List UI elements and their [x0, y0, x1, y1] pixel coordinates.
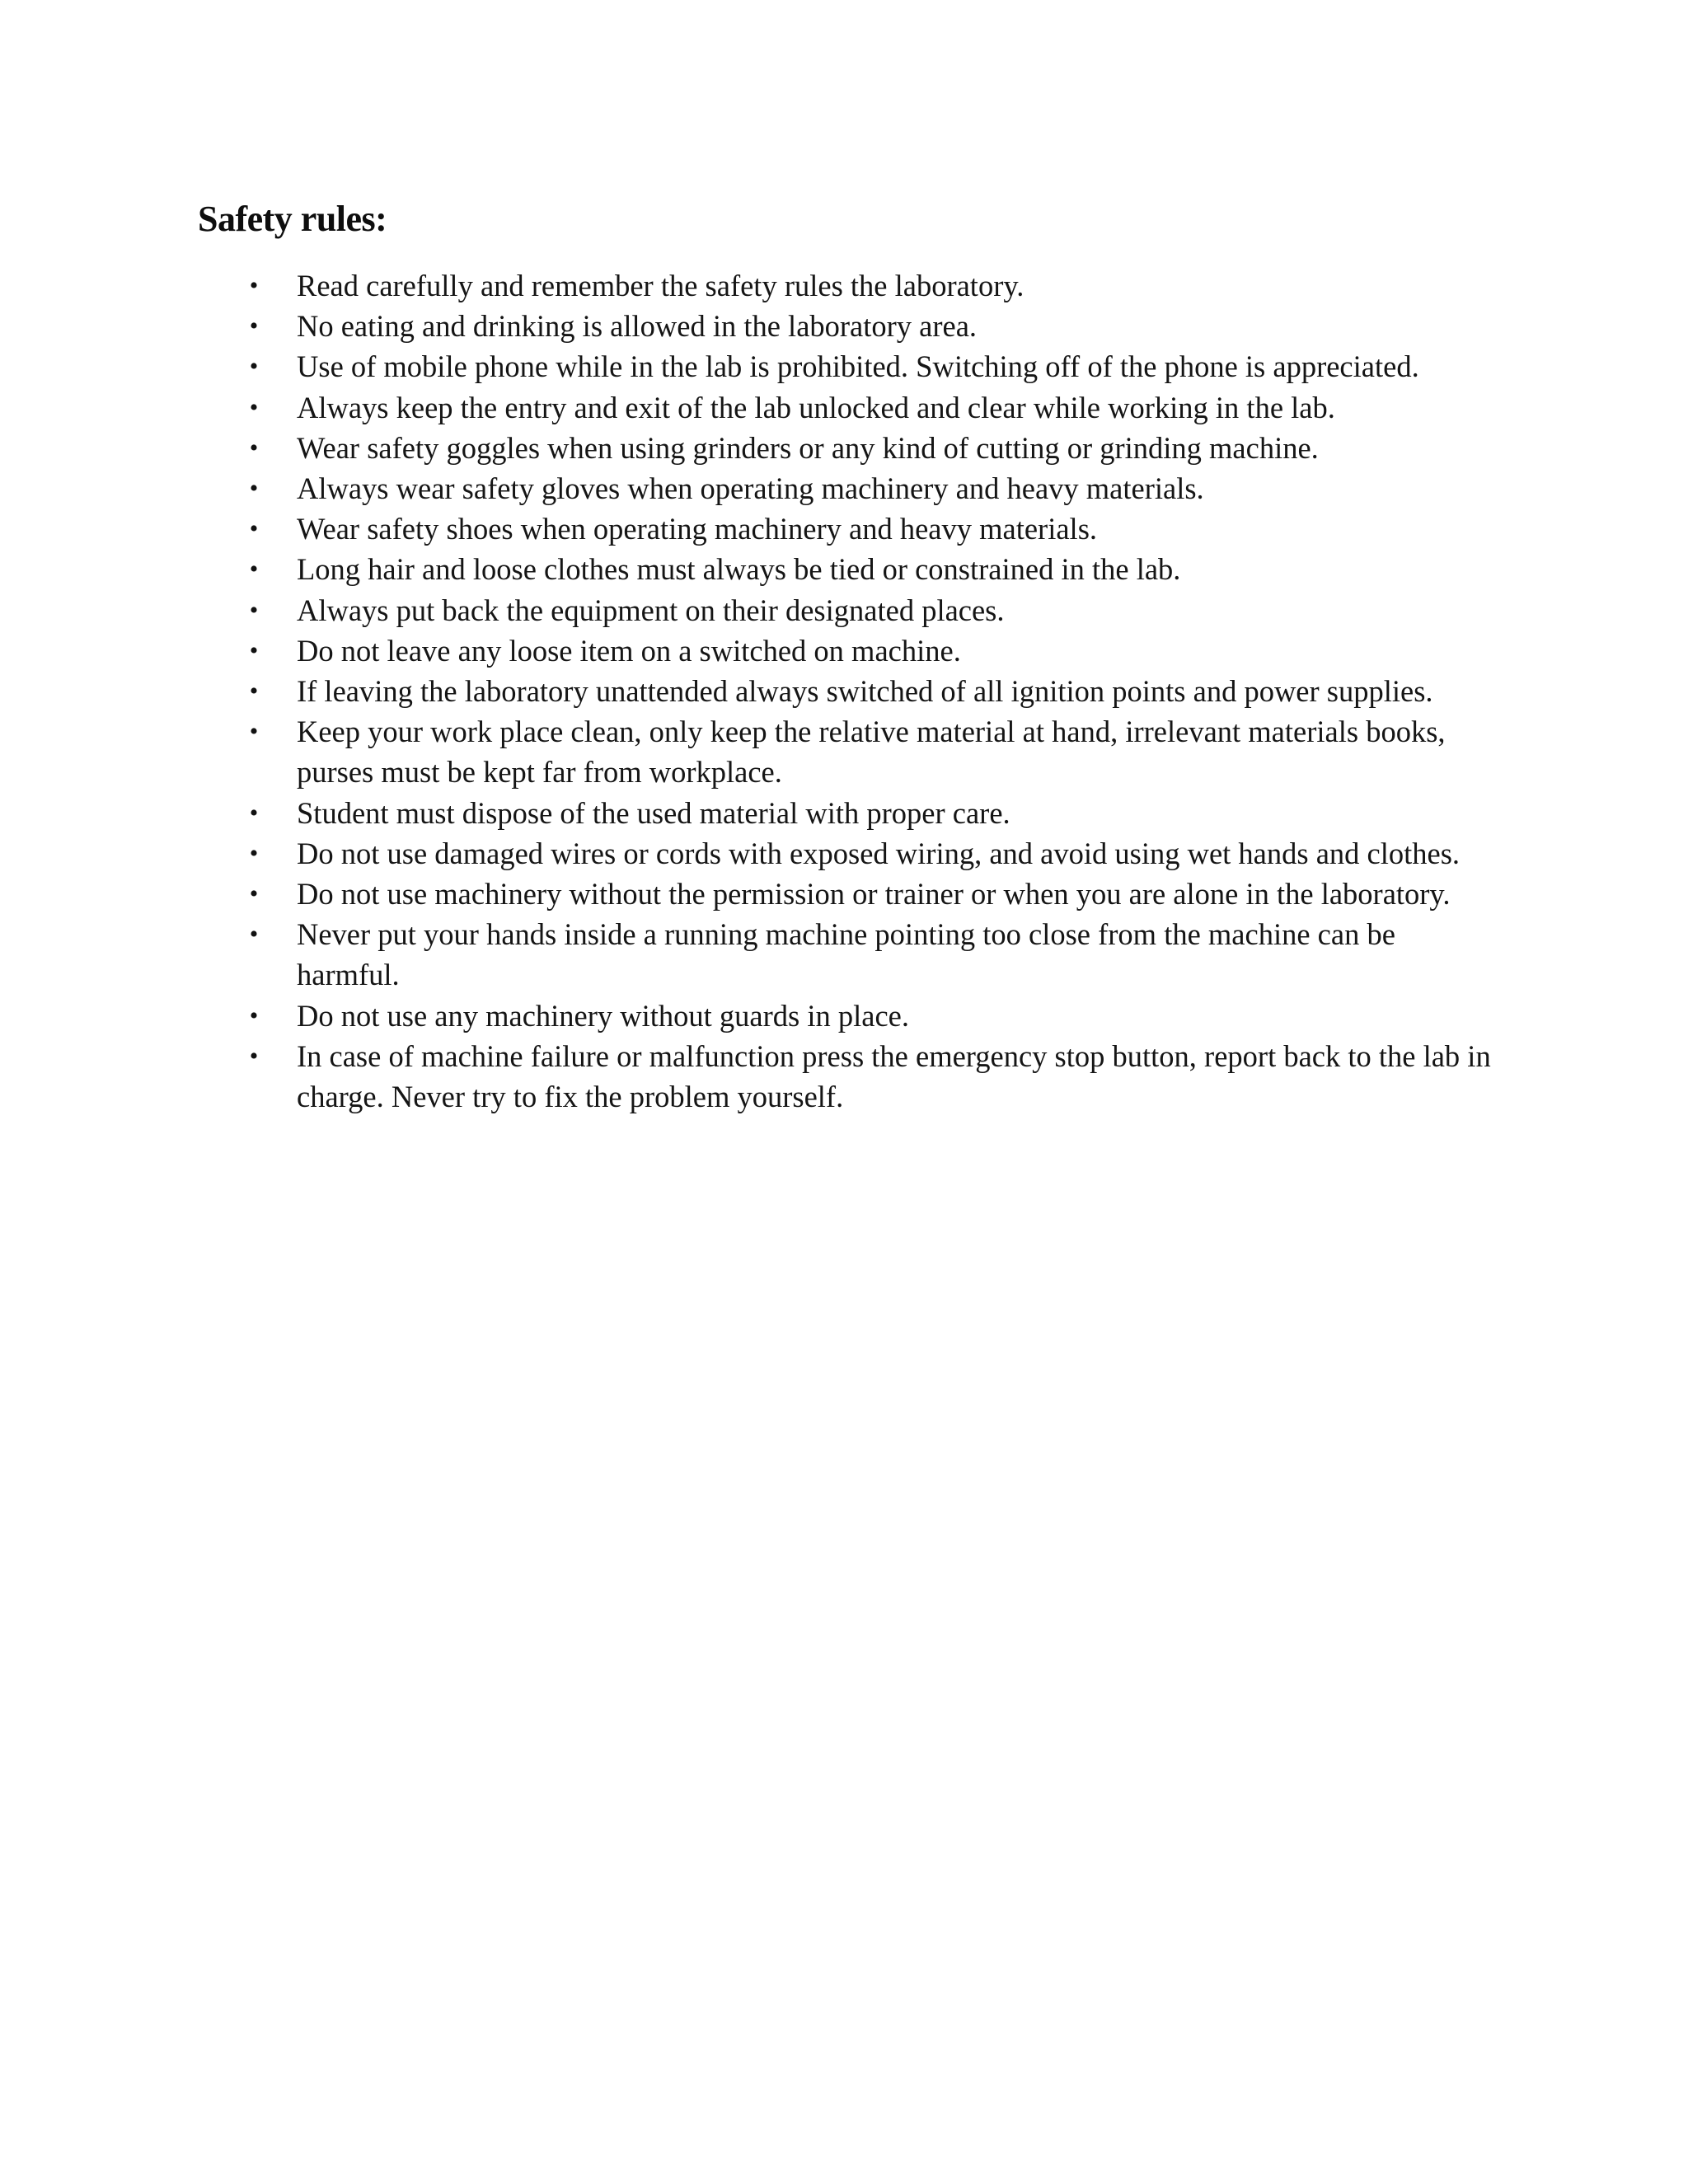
rule-text: Read carefully and remember the safety rules the laboratory.	[297, 269, 1025, 302]
bullet-icon: •	[249, 596, 259, 624]
safety-rules-list	[0, 265, 1688, 1117]
bullet-icon: •	[249, 839, 259, 867]
rule-text: Never put your hands inside a running machine pointing too close from the machine can be harmful.	[297, 917, 1395, 992]
rule-item	[0, 874, 1492, 914]
rule-text: Always keep the entry and exit of the lab unlocked and clear while working in the lab.	[297, 390, 1335, 424]
rule-item	[0, 833, 1492, 874]
rule-item	[0, 468, 1492, 509]
bullet-icon: •	[249, 1042, 259, 1070]
rule-text: Do not use machinery without the permission or trainer or when you are alone in the laboratory.	[297, 877, 1451, 912]
bullet-icon: •	[249, 880, 259, 908]
bullet-icon: •	[249, 677, 259, 705]
rule-text: Do not use damaged wires or cords with exposed wiring, and avoid using wet hands and clothes.	[297, 836, 1461, 870]
rule-text: Keep your work place clean, only keep the relative material at hand, irrelevant materials books, purses must be kept far from workplace.	[297, 715, 1446, 790]
rule-text: Use of mobile phone while in the lab is prohibited. Switching off of the phone is appreciated.	[297, 349, 1419, 384]
bullet-icon: •	[249, 393, 259, 421]
rule-text: Do not leave any loose item on a switched on machine.	[297, 633, 961, 668]
rule-item	[0, 387, 1492, 428]
rule-text: No eating and drinking is allowed in the laboratory area.	[297, 309, 978, 344]
section-heading: Safety rules:	[198, 199, 387, 239]
rule-item	[0, 630, 1492, 671]
bullet-icon: •	[249, 799, 259, 827]
bullet-icon: •	[249, 312, 259, 340]
bullet-icon: •	[249, 555, 259, 583]
rule-item	[0, 346, 1492, 387]
rule-item	[0, 265, 1492, 306]
bullet-icon: •	[249, 1001, 259, 1029]
rule-item	[0, 793, 1492, 833]
rule-item	[0, 590, 1492, 630]
rule-text: Wear safety goggles when using grinders or any kind of cutting or grinding machine.	[297, 430, 1319, 465]
rule-item	[0, 306, 1492, 346]
bullet-icon: •	[249, 434, 259, 462]
rule-item	[0, 711, 1492, 792]
bullet-icon: •	[249, 475, 259, 503]
rule-text: Do not use any machinery without guards in place.	[297, 998, 909, 1033]
bullet-icon: •	[249, 921, 259, 949]
rule-text: If leaving the laboratory unattended always switched of all ignition points and power supplies.	[297, 674, 1433, 709]
bullet-icon: •	[249, 515, 259, 543]
rule-text: Wear safety shoes when operating machinery and heavy materials.	[297, 512, 1098, 546]
bullet-icon: •	[249, 272, 259, 299]
rule-item	[0, 509, 1492, 549]
rule-item	[0, 428, 1492, 468]
bullet-icon: •	[249, 636, 259, 664]
rule-item	[0, 914, 1492, 995]
rule-text: In case of machine failure or malfunction press the emergency stop button, report back to the lab in charge. Never try to fix the problem yourself.	[297, 1038, 1491, 1114]
rule-text: Always put back the equipment on their designated places.	[297, 593, 1005, 627]
bullet-icon: •	[249, 718, 259, 746]
rule-text: Always wear safety gloves when operating machinery and heavy materials.	[297, 471, 1204, 506]
rule-text: Student must dispose of the used material with proper care.	[297, 795, 1010, 830]
bullet-icon: •	[249, 353, 259, 381]
rule-text: Long hair and loose clothes must always be tied or constrained in the lab.	[297, 552, 1181, 587]
rule-item	[0, 996, 1492, 1036]
rule-item	[0, 1036, 1492, 1117]
rule-item	[0, 549, 1492, 589]
rule-item	[0, 671, 1492, 711]
